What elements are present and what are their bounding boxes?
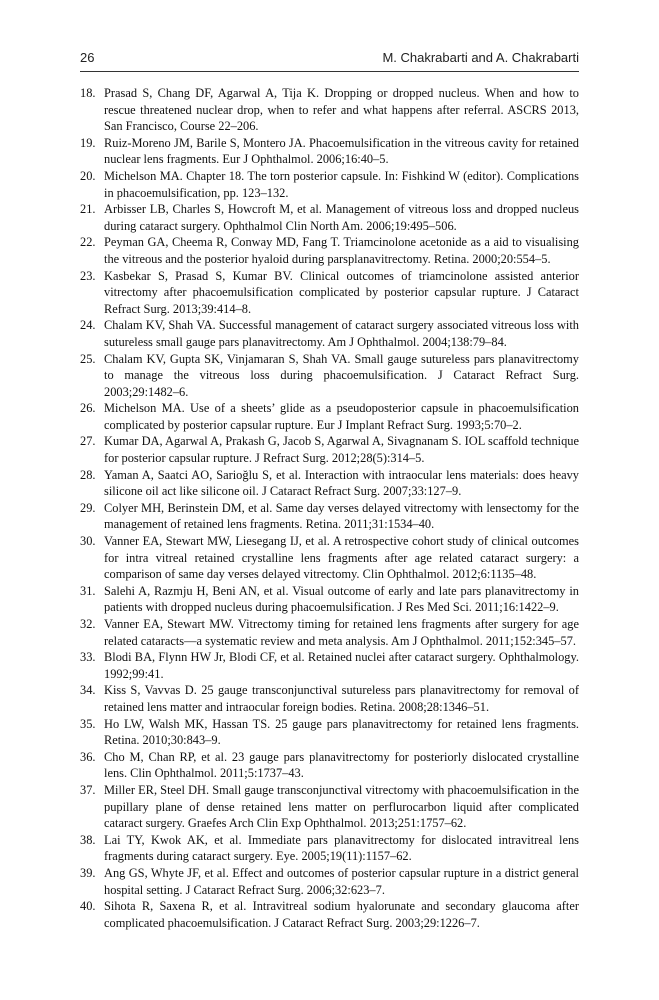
reference-list [80,85,579,931]
reference-number: 35. [80,716,96,731]
reference-text: Ruiz-Moreno JM, Barile S, Montero JA. Phacoemulsification in the vitreous cavity for retained nuclear lens fragments. Eur J Ophthalmol. 2006;16:40–5. [104,135,579,167]
reference-text: Miller ER, Steel DH. Small gauge transconjunctival vitrectomy with phacoemulsification in the pupillary plane of dense retained lens matter on perflurocarbon liquid after complicated cataract surgery. Graefes Arch Clin Exp Ophthalmol. 2013;251:1757–62. [104,782,579,831]
page-number: 26 [80,50,95,65]
reference-text: Vanner EA, Stewart MW. Vitrectomy timing for retained lens fragments after surgery for age related cataracts—a systematic review and meta analysis. Am J Ophthalmol. 2011;152:345–57. [104,617,579,648]
reference-number: 39. [80,865,96,880]
reference-text: Blodi BA, Flynn HW Jr, Blodi CF, et al. Retained nuclei after cataract surgery. Ophthalmology. 1992;99:41. [104,650,579,681]
reference-number: 18. [80,86,96,100]
header-rule [80,71,579,72]
reference-text: Chalam KV, Gupta SK, Vinjamaran S, Shah VA. Small gauge sutureless pars planavitrectomy to manage the vitreous loss during phacoemulsification. J Cataract Refract Surg. 2003;29:1482–6. [104,351,579,399]
reference-item [80,533,579,583]
running-head: M. Chakrabarti and A. Chakrabarti [382,50,579,65]
reference-item [80,135,579,168]
reference-number: 20. [80,168,96,183]
reference-item [80,433,579,466]
reference-item [80,832,579,865]
reference-text: Arbisser LB, Charles S, Howcroft M, et al. Management of vitreous loss and dropped nucleus during cataract surgery. Ophthalmol Clin North Am. 2006;19:495–506. [104,202,579,233]
reference-number: 23. [80,268,96,283]
reference-text: Peyman GA, Cheema R, Conway MD, Fang T. Triamcinolone acetonide as a aid to visualising the vitreous and the posterior hyaloid during parsplanavitrectomy. Retina. 2000;20:554–5. [104,235,579,266]
reference-number: 21. [80,202,96,217]
reference-number: 36. [80,749,96,764]
reference-item [80,201,579,234]
reference-item [80,317,579,350]
reference-item [80,168,579,201]
reference-item [80,749,579,782]
reference-text: Salehi A, Razmju H, Beni AN, et al. Visual outcome of early and late pars planavitrectomy in patients with dropped nucleus during phacoemulsification. J Res Med Sci. 2011;16:1422–9. [104,583,579,615]
reference-item [80,85,579,135]
reference-item [80,898,579,931]
reference-item [80,682,579,715]
reference-text: Lai TY, Kwok AK, et al. Immediate pars planavitrectomy for dislocated intravitreal lens fragments during cataract surgery. Eye. 2005;19(11):1157–62. [104,832,579,864]
reference-number: 26. [80,401,96,416]
reference-number: 29. [80,500,96,515]
reference-number: 22. [80,235,96,250]
reference-item [80,616,579,649]
reference-number: 31. [80,583,96,598]
reference-text: Ho LW, Walsh MK, Hassan TS. 25 gauge pars planavitrectomy for retained lens fragments. Retina. 2010;30:843–9. [104,716,579,748]
reference-item [80,649,579,682]
reference-number: 32. [80,617,96,631]
reference-number: 19. [80,135,96,150]
reference-text: Vanner EA, Stewart MW, Liesegang IJ, et al. A retrospective cohort study of clinical outcomes for intra vitreal retained crystalline lens fragments after age related cataract surgery: a comparison of same day verses delayed vitrectomy. Clin Ophthalmol. 2012;6:1135–48. [104,534,579,582]
reference-text: Kiss S, Vavvas D. 25 gauge transconjunctival sutureless pars planavitrectomy for removal of retained lens matter and intraocular foreign bodies. Retina. 2008;28:1346–51. [104,683,579,714]
reference-text: Yaman A, Saatci AO, Sarioğlu S, et al. Interaction with intraocular lens materials: does heavy silicone oil act like silicone oil. J Cataract Refract Surg. 2007;33:127–9. [104,467,579,499]
reference-item [80,500,579,533]
reference-number: 24. [80,318,96,333]
reference-text: Cho M, Chan RP, et al. 23 gauge pars planavitrectomy for posteriorly dislocated crystalline lens. Clin Ophthalmol. 2011;5:1737–43. [104,749,579,781]
reference-item [80,234,579,267]
reference-number: 33. [80,650,96,665]
reference-number: 34. [80,683,96,698]
reference-text: Chalam KV, Shah VA. Successful management of cataract surgery associated vitreous loss with sutureless small gauge pars planavitrectomy. Am J Ophthalmol. 2004;138:79–84. [104,318,579,349]
reference-item [80,268,579,318]
reference-text: Kasbekar S, Prasad S, Kumar BV. Clinical outcomes of triamcinolone assisted anterior vitrectomy after phacoemulsification complicated by posterior capsular rupture. J Cataract Refract Surg. 2013;39:414–8. [104,268,579,316]
reference-item [80,716,579,749]
reference-text: Sihota R, Saxena R, et al. Intravitreal sodium hyalorunate and secondary glaucoma after complicated phacoemulsification. J Cataract Refract Surg. 2003;29:1226–7. [104,899,579,930]
reference-text: Michelson MA. Chapter 18. The torn posterior capsule. In: Fishkind W (editor). Complications in phacoemulsification, pp. 123–132. [104,168,579,200]
reference-item [80,467,579,500]
reference-item [80,583,579,616]
reference-number: 28. [80,467,96,482]
reference-item [80,400,579,433]
reference-item [80,782,579,832]
reference-item [80,351,579,401]
reference-item [80,865,579,898]
reference-number: 30. [80,534,96,549]
reference-number: 37. [80,782,96,797]
reference-text: Ang GS, Whyte JF, et al. Effect and outcomes of posterior capsular rupture in a district general hospital setting. J Cataract Refract Surg. 2006;32:623–7. [104,865,579,897]
reference-text: Colyer MH, Berinstein DM, et al. Same day verses delayed vitrectomy with lensectomy for the management of retained lens fragments. Retina. 2011;31:1534–40. [104,500,579,532]
reference-number: 38. [80,832,96,847]
reference-text: Michelson MA. Use of a sheets’ glide as a pseudoposterior capsule in phacoemulsification complicated by posterior capsular rupture. Eur J Implant Refract Surg. 1993;5:70–2. [104,401,579,432]
reference-number: 25. [80,351,96,366]
reference-number: 27. [80,434,96,449]
reference-text: Prasad S, Chang DF, Agarwal A, Tija K. Dropping or dropped nucleus. When and how to rescue threatened nuclear drop, when to refer and what happens after referral. ASCRS 2013, San Francisco, Course 22–206. [104,86,579,134]
reference-number: 40. [80,899,96,914]
reference-text: Kumar DA, Agarwal A, Prakash G, Jacob S, Agarwal A, Sivagnanam S. IOL scaffold technique for posterior capsular rupture. J Refract Surg. 2012;28(5):314–5. [104,434,579,466]
